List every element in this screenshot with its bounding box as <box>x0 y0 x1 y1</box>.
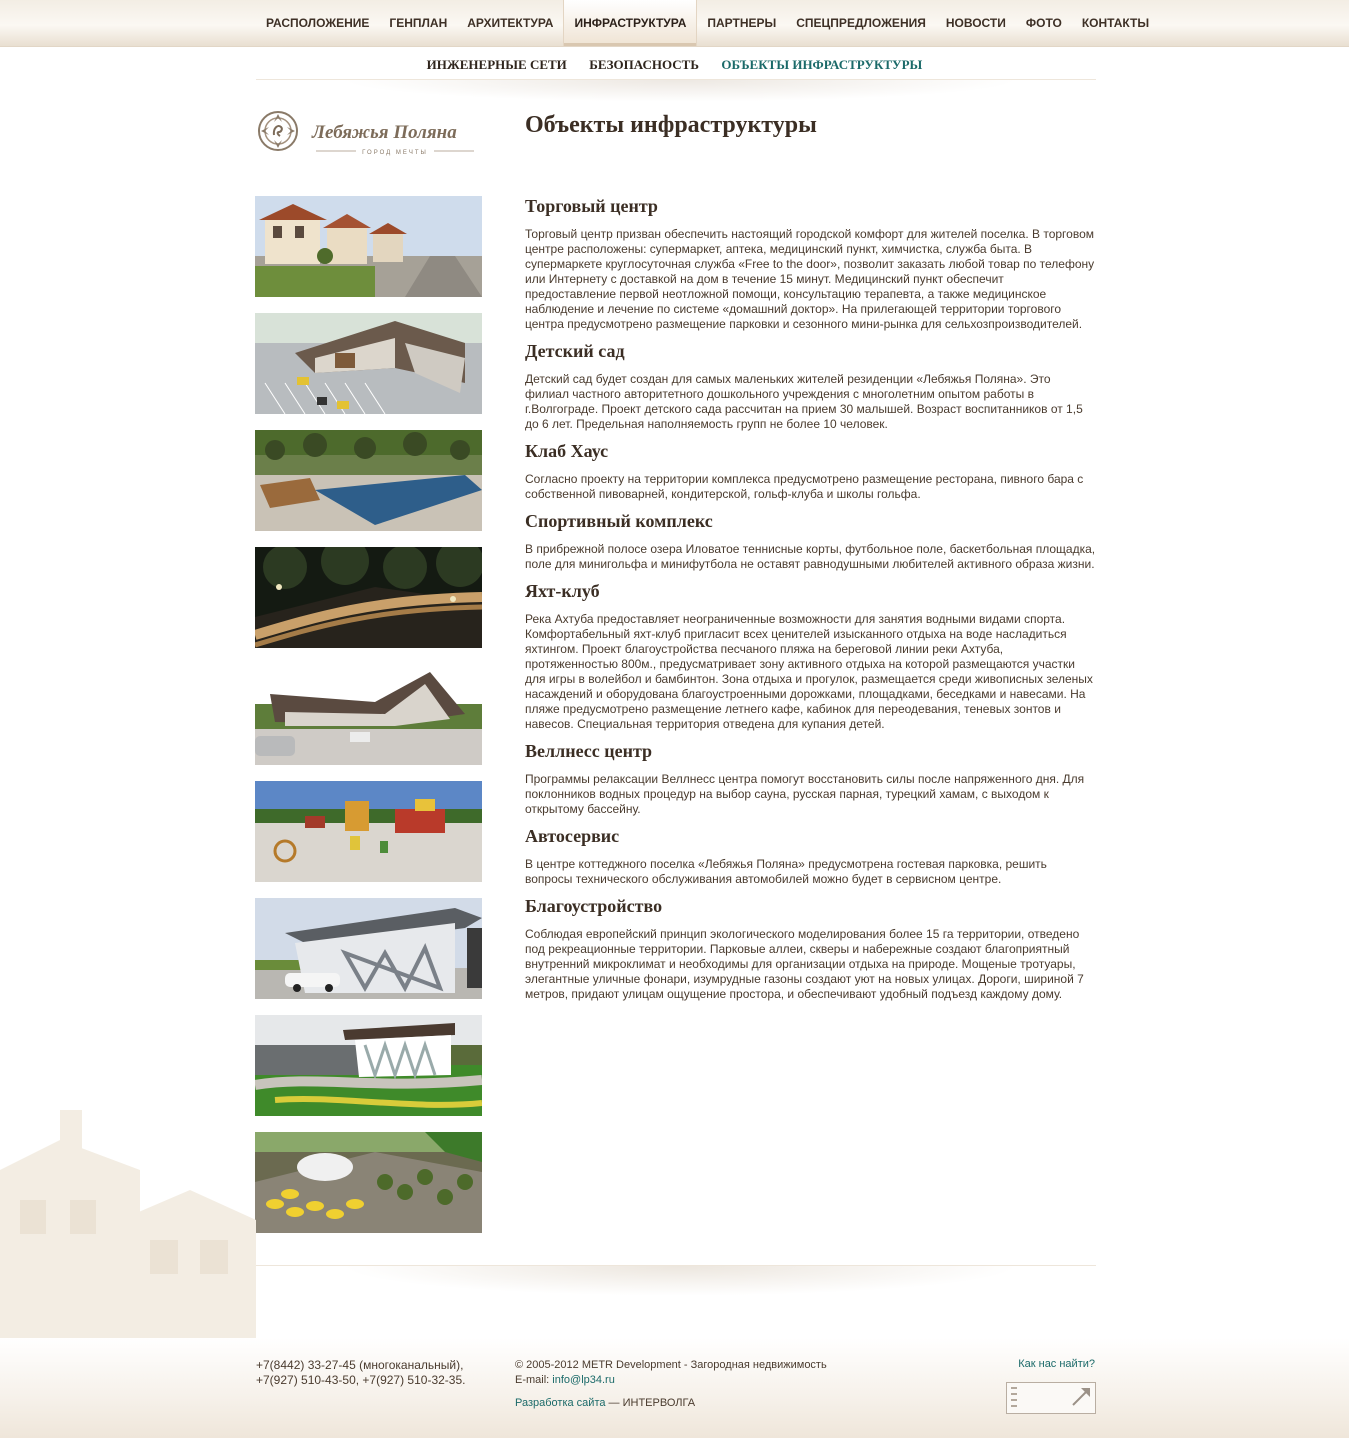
main-nav-item-photo[interactable]: ФОТО <box>1025 16 1062 30</box>
section-text: В прибрежной полосе озера Иловатое теннисные корты, футбольное поле, баскетбольная площадка, поле для минигольфа и минифутбола не оставят равнодушными любителей активного образа жизни. <box>525 542 1096 571</box>
sub-nav-item-security[interactable]: БЕЗОПАСНОСТЬ <box>589 57 699 72</box>
section-text: Детский сад будет создан для самых маленьких жителей резиденции «Лебяжья Поляна». Это филиал частного авторитетного дошкольного учреждения с многолетним опытом работы в г.Волгограде. Проект детского сада рассчитан на прием 30 малышей. Возраст воспитанников от 1,5 до 6 лет. Предельная наполняемость групп не более 10 человек. <box>525 372 1083 431</box>
email-label: E-mail: <box>515 1374 550 1386</box>
swan-emblem-icon <box>259 112 297 150</box>
section-yacht-club <box>525 581 1097 732</box>
section-landscaping <box>525 896 1097 1002</box>
site-logo[interactable] <box>256 104 484 158</box>
logo-tagline: ГОРОД МЕЧТЫ <box>362 150 428 156</box>
section-text: Торговый центр призван обеспечить настоящий городской комфорт для жителей поселка. В торговом центре расположены: супермаркет, аптека, медицинский пункт, химчистка, служба быта. В супермаркете круглосуточная служба «Free to the door», позволит заказать любой товар по телефону или Интернету с доставкой на дом в течение 15 минут. Медицинский пункт обеспечит предоставление первой неотложной помощи, консультацию терапевта, а также медицинское наблюдение и лечение по системе «домашний доктор». На прилегающей территории торгового центра предусмотрено размещение парковки и сезонного мини-рынка для сельхозпроизводителей. <box>525 227 1095 331</box>
main-nav-item-infrastructure[interactable]: ИНФРАСТРУКТУРА <box>563 0 697 46</box>
yacht-club-render-thumb[interactable] <box>255 664 482 765</box>
main-nav-item-news[interactable]: НОВОСТИ <box>945 16 1006 30</box>
footer-divider-shadow <box>340 1266 1020 1296</box>
sub-nav-item-infrastructure-objects[interactable]: ОБЪЕКТЫ ИНФРАСТРУКТУРЫ <box>721 57 923 72</box>
section-sports-complex <box>525 511 1097 572</box>
phone-line: +7(927) 510-43-50, +7(927) 510-32-35. <box>256 1373 466 1387</box>
car-service-render-thumb[interactable] <box>255 898 482 999</box>
section-car-service <box>525 826 1097 887</box>
section-title: Автосервис <box>525 826 620 846</box>
section-title: Яхт-клуб <box>525 581 600 601</box>
shopping-center-render-thumb[interactable] <box>255 313 482 414</box>
developer-separator: — <box>608 1397 620 1409</box>
section-text: Соблюдая европейский принцип экологического моделирования более 15 га территории, отведено под рекреационные территории. Парковые аллеи, скверы и набережные создают благоприятный внутренний микроклимат и необходимы для организации отдыха на природе. Мощеные тротуары, элегантные уличные фонари, изумрудные газоны создают уют на новых улицах. Дороги, шириной 7 метров, придают улицам ощущение простора, и обеспечивают удобный подъезд каждому дому. <box>525 927 1084 1001</box>
main-nav <box>256 0 1159 46</box>
section-text: Река Ахтуба предоставляет неограниченные возможности для занятия водными видами спорта. Комфортабельный яхт-клуб пригласит всех ценителей изысканного отдыха на воде насладиться яхтингом. Проект благоустройства песчаного пляжа на береговой линии реки Ахтуба, протяженностью 800м., предусматривает зону активного отдыха на которой размещаются участки для игры в волейбол и бамбинтон. Зона отдыха и прогулок, размещается среди живописных зеленых насаждений и оборудована благоустроенными дорожками, площадками, беседками и навесами. На пляже предусмотрено размещение летнего кафе, кабинок для переодевания, теневых зонтов и навесов. Специальная территория отведена для купания детей. <box>525 612 1093 731</box>
footer-phones <box>256 1358 465 1388</box>
townhouses-photo-thumb[interactable] <box>255 196 482 297</box>
section-text: В центре коттеджного поселка «Лебяжья Поляна» предусмотрена гостевая парковка, решить вопросы технического обслуживания автомобилей можно будет в сервисном центре. <box>525 857 1047 886</box>
section-title: Торговый центр <box>525 196 658 216</box>
playground-render-thumb[interactable] <box>255 781 482 882</box>
footer <box>0 1338 1349 1438</box>
sub-nav-item-engineering[interactable]: ИНЖЕНЕРНЫЕ СЕТИ <box>426 57 567 72</box>
beach-cafe-render-thumb[interactable] <box>255 1132 482 1233</box>
map-icon <box>1007 1383 1095 1413</box>
developer-name: ИНТЕРВОЛГА <box>622 1397 696 1409</box>
section-shopping-center <box>525 196 1097 332</box>
logo-wordmark: Лебяжья Поляна <box>312 122 457 143</box>
page-title: Объекты инфраструктуры <box>525 112 817 138</box>
section-title: Спортивный комплекс <box>525 511 713 531</box>
gate-landscape-render-thumb[interactable] <box>255 1015 482 1116</box>
section-title: Благоустройство <box>525 896 663 916</box>
main-nav-item-special-offers[interactable]: СПЕЦПРЕДЛОЖЕНИЯ <box>796 16 926 30</box>
section-title: Клаб Хаус <box>525 441 609 461</box>
copyright-text: © 2005-2012 METR Development - Загородная недвижимость <box>515 1359 827 1371</box>
section-title: Веллнесс центр <box>525 741 653 761</box>
map-button[interactable] <box>1006 1382 1096 1414</box>
main-nav-item-partners[interactable]: ПАРТНЕРЫ <box>707 16 777 30</box>
section-kindergarten <box>525 341 1097 432</box>
find-us-link[interactable]: Как нас найти? <box>1018 1358 1095 1370</box>
footer-developer <box>515 1397 695 1409</box>
section-text: Согласно проекту на территории комплекса предусмотрено размещение ресторана, пивного бара с собственной пивоварней, кондитерской, гольф-клуба и школы гольфа. <box>525 472 1084 501</box>
developer-link[interactable]: Разработка сайта <box>515 1397 606 1409</box>
thumbnail-column <box>255 196 482 1249</box>
main-nav-item-contacts[interactable]: КОНТАКТЫ <box>1081 16 1150 30</box>
section-text: Программы релаксации Веллнесс центра помогут восстановить силы после напряженного дня. Для поклонников водных процедур на выбор сауна, русская парная, турецкий хамам, с выходом к открытому бассейну. <box>525 772 1085 816</box>
section-title: Детский сад <box>525 341 625 361</box>
sub-nav <box>0 56 1349 74</box>
main-nav-item-genplan[interactable]: ГЕНПЛАН <box>389 16 448 30</box>
header-divider-shadow <box>340 80 1020 102</box>
decorative-house-background <box>0 1110 256 1350</box>
pool-terrace-render-thumb[interactable] <box>255 430 482 531</box>
phone-line: +7(8442) 33-27-45 (многоканальный), <box>256 1358 464 1372</box>
footer-copyright <box>515 1358 827 1388</box>
main-nav-item-architecture[interactable]: АРХИТЕКТУРА <box>467 16 554 30</box>
section-club-house <box>525 441 1097 502</box>
email-link[interactable]: info@lp34.ru <box>552 1374 615 1386</box>
main-nav-item-location[interactable]: РАСПОЛОЖЕНИЕ <box>266 16 370 30</box>
section-wellness-center <box>525 741 1097 817</box>
night-promenade-render-thumb[interactable] <box>255 547 482 648</box>
main-content <box>525 196 1097 1011</box>
